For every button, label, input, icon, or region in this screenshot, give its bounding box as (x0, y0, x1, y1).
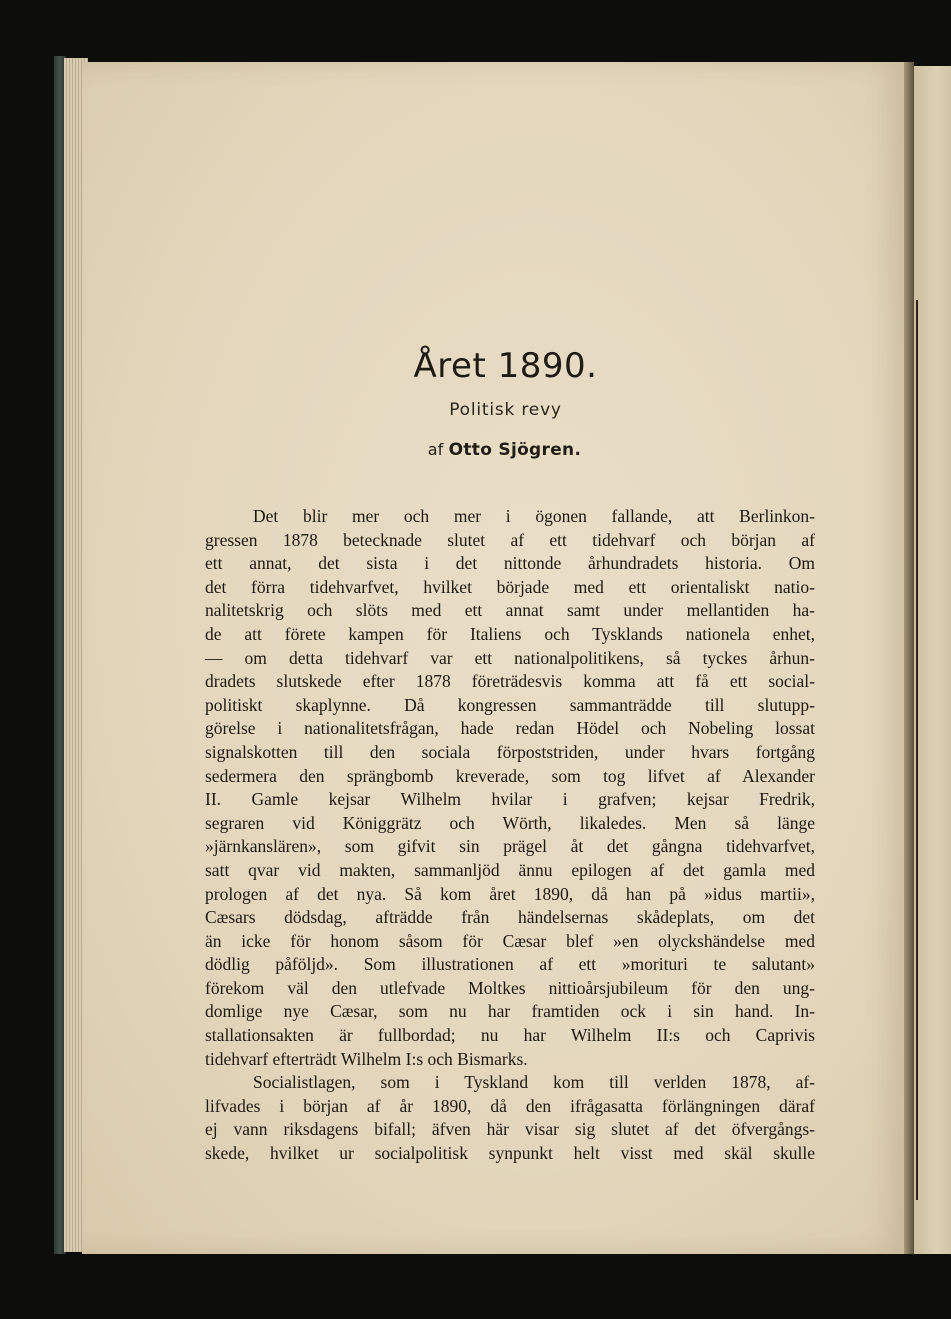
text-line: lifvades i början af år 1890, då den ifrågasatta förlängningen däraf (205, 1095, 815, 1116)
text-line: förekom väl den utlefvade Moltkes nittioårsjubileum för den ung- (205, 977, 815, 998)
text-line: II. Gamle kejsar Wilhelm hvilar i grafven; kejsar Fredrik, (205, 789, 815, 810)
author-line (0, 440, 951, 460)
text-line: »järnkanslären», som gifvit sin prägel åt det gångna tidehvarfvet, (205, 836, 815, 857)
chapter-subtitle: Politisk revy (449, 400, 562, 420)
facing-page-rule (916, 300, 918, 1200)
page-gutter (904, 62, 914, 1254)
text-line: ej vann riksdagens bifall; äfven här visar sig slutet af det öfvergångs- (205, 1119, 815, 1140)
text-line: gressen 1878 betecknade slutet af ett tidehvarf och början af (205, 529, 815, 550)
facing-page-edge (914, 66, 951, 1254)
text-line: satt qvar vid makten, sammanljöd ännu epilogen af det gamla med (205, 859, 815, 880)
text-line: nalitetskrig och slöts med ett annat samt under mellantiden ha- (205, 600, 815, 621)
text-line: prologen af det nya. Så kom året 1890, då han på »idus martii», (205, 883, 815, 904)
text-line: görelse i nationalitetsfrågan, hade redan Hödel och Nobeling lossat (205, 718, 815, 739)
text-line: politiskt skaplynne. Då kongressen sammanträdde till slutupp- (205, 694, 815, 715)
text-line: skede, hvilket ur socialpolitisk synpunkt helt visst med skäl skulle (205, 1143, 815, 1164)
text-line: ett annat, det sista i det nittonde århundradets historia. Om (205, 553, 815, 574)
author-name: Otto Sjögren. (448, 440, 582, 460)
text-line: dradets slutskede efter 1878 företrädesvis komma att få ett social- (205, 671, 815, 692)
text-line: än icke för honom såsom för Cæsar blef »en olyckshändelse med (205, 930, 815, 951)
text-line: dödlig påföljd». Som illustrationen af ett »morituri te salutant» (205, 954, 815, 975)
text-line: stallationsakten är fullbordad; nu har Wilhelm II:s och Caprivis (205, 1025, 815, 1046)
text-line: — om detta tidehvarf var ett nationalpolitikens, så tyckes århun- (205, 647, 815, 668)
text-line: sedermera den sprängbomb kreverade, som tog lifvet af Alexander (205, 765, 815, 786)
text-line: domlige nye Cæsar, som nu har framtiden ock i sin hand. In- (205, 1001, 815, 1022)
body-text (205, 505, 815, 1166)
text-line: Det blir mer och mer i ögonen fallande, att Berlinkon- (253, 506, 815, 526)
text-line: det förra tidehvarfvet, hvilket började med ett orientaliskt natio- (205, 576, 815, 597)
author-prefix: af (427, 440, 444, 459)
text-line: segraren vid Königgrätz och Wörth, likaledes. Men så länge (205, 812, 815, 833)
text-line: de att förete kampen för Italiens och Tysklands nationela enhet, (205, 623, 815, 644)
chapter-title: Året 1890. (413, 346, 598, 386)
text-line: tidehvarf efterträdt Wilhelm I:s och Bismarks. (205, 1048, 528, 1069)
text-line: Socialistlagen, som i Tyskland kom till verlden 1878, af- (253, 1072, 815, 1093)
text-line: signalskotten till den sociala förpoststriden, under hvars fortgång (205, 741, 815, 762)
text-line: Cæsars dödsdag, afträdde från händelsernas skådeplats, om det (205, 907, 815, 928)
